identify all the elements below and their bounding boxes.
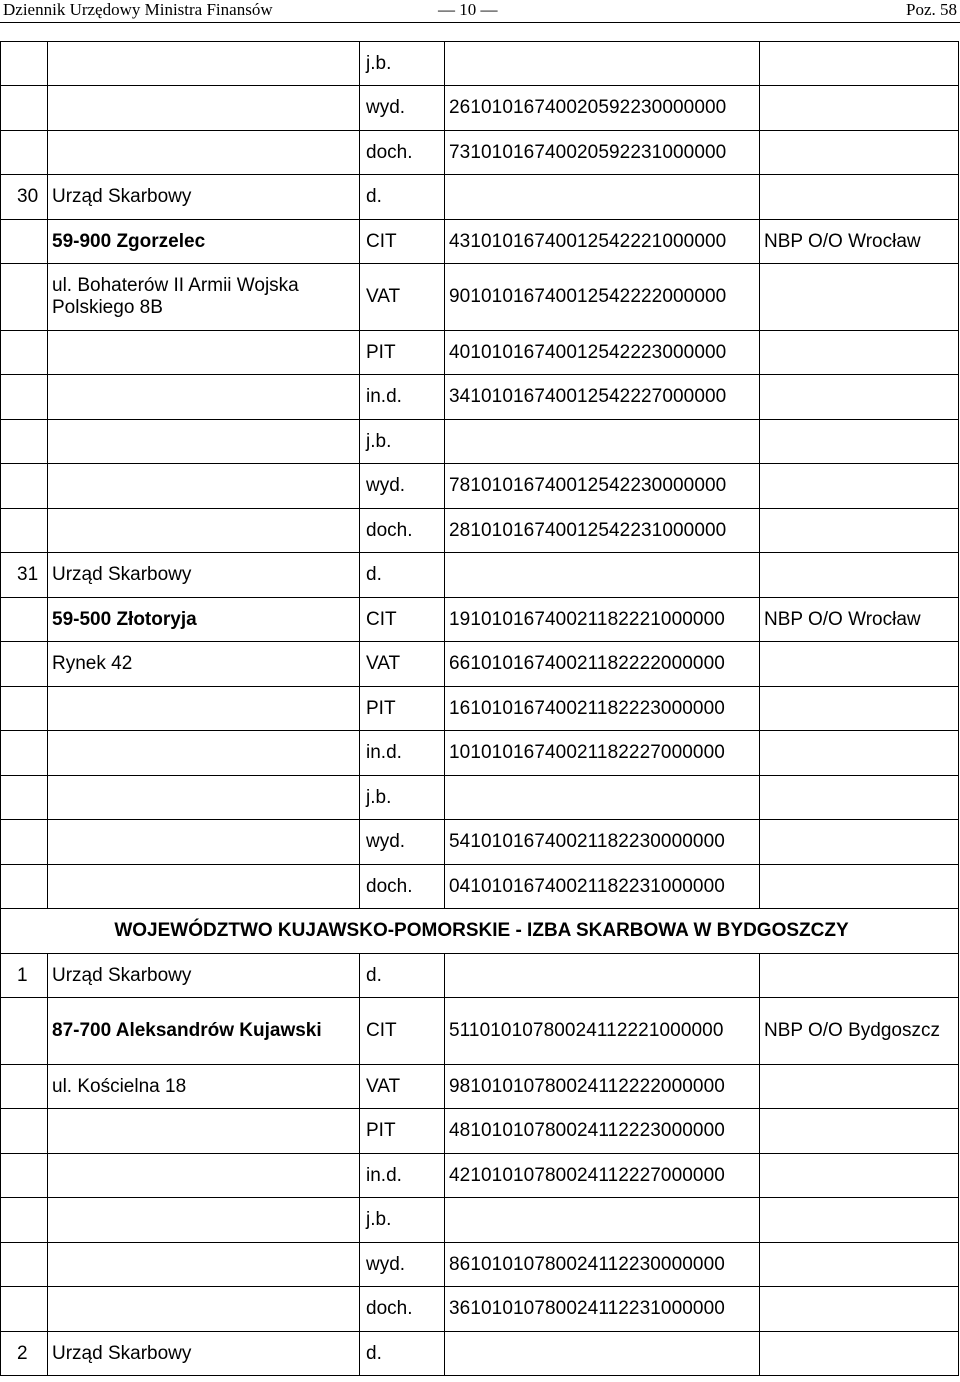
office-name-address: Urząd Skarbowy xyxy=(48,954,360,998)
office-number: 2 xyxy=(1,1332,48,1376)
office-name-address xyxy=(48,42,360,86)
office-name-address xyxy=(48,1154,360,1198)
office-name-address xyxy=(48,464,360,509)
office-number xyxy=(1,220,48,264)
account-number xyxy=(445,175,760,220)
bank-name xyxy=(760,509,959,553)
office-number xyxy=(1,420,48,464)
office-name-address xyxy=(48,731,360,776)
bank-name xyxy=(760,375,959,420)
account-number: 48101010780024112223000000 xyxy=(445,1109,760,1154)
table-row xyxy=(1,865,959,909)
table-row xyxy=(1,1065,959,1109)
office-number xyxy=(1,642,48,687)
account-number xyxy=(445,1198,760,1243)
account-type: PIT xyxy=(360,1109,445,1154)
office-name-address xyxy=(48,1243,360,1287)
table-row xyxy=(1,42,959,86)
bank-name: NBP O/O Bydgoszcz xyxy=(760,998,959,1065)
account-type: CIT xyxy=(360,598,445,642)
account-number: 51101010780024112221000000 xyxy=(445,998,760,1065)
account-type: in.d. xyxy=(360,1154,445,1198)
office-number xyxy=(1,509,48,553)
office-name-address xyxy=(48,776,360,820)
table-row xyxy=(1,820,959,865)
table-row xyxy=(1,1109,959,1154)
account-type: doch. xyxy=(360,1287,445,1332)
office-name-address xyxy=(48,865,360,909)
office-name-address xyxy=(48,820,360,865)
bank-name xyxy=(760,264,959,331)
office-name-address: 87-700 Aleksandrów Kujawski xyxy=(48,998,360,1065)
table-row xyxy=(1,1243,959,1287)
account-type: in.d. xyxy=(360,731,445,776)
bank-name xyxy=(760,642,959,687)
account-type: wyd. xyxy=(360,820,445,865)
bank-name xyxy=(760,553,959,598)
office-name-address xyxy=(48,420,360,464)
bank-name xyxy=(760,331,959,375)
office-number xyxy=(1,331,48,375)
account-type: PIT xyxy=(360,331,445,375)
account-number xyxy=(445,553,760,598)
table-row xyxy=(1,464,959,509)
account-number: 73101016740020592231000000 xyxy=(445,131,760,175)
bank-name xyxy=(760,776,959,820)
journal-title: Dziennik Urzędowy Ministra Finansów xyxy=(3,0,273,19)
page-header xyxy=(0,0,960,22)
account-type: wyd. xyxy=(360,1243,445,1287)
office-name-address: ul. Bohaterów II Armii Wojska Polskiego 8B xyxy=(48,264,360,331)
office-number xyxy=(1,998,48,1065)
section-heading-row xyxy=(1,909,959,954)
office-number xyxy=(1,131,48,175)
bank-name xyxy=(760,731,959,776)
office-number xyxy=(1,1109,48,1154)
account-type: VAT xyxy=(360,264,445,331)
bank-name xyxy=(760,1332,959,1376)
office-number xyxy=(1,1198,48,1243)
office-number: 30 xyxy=(1,175,48,220)
account-number: 78101016740012542230000000 xyxy=(445,464,760,509)
account-type: j.b. xyxy=(360,420,445,464)
table-row xyxy=(1,331,959,375)
account-type: d. xyxy=(360,553,445,598)
office-name-address xyxy=(48,509,360,553)
account-type: doch. xyxy=(360,131,445,175)
bank-name xyxy=(760,1198,959,1243)
account-type: VAT xyxy=(360,1065,445,1109)
table-row xyxy=(1,420,959,464)
table-row xyxy=(1,1154,959,1198)
account-number: 19101016740021182221000000 xyxy=(445,598,760,642)
table-row xyxy=(1,1287,959,1332)
office-name-address xyxy=(48,687,360,731)
account-type: d. xyxy=(360,175,445,220)
account-type: wyd. xyxy=(360,86,445,131)
account-number: 10101016740021182227000000 xyxy=(445,731,760,776)
table-row xyxy=(1,553,959,598)
office-number xyxy=(1,820,48,865)
office-number xyxy=(1,86,48,131)
account-type: j.b. xyxy=(360,1198,445,1243)
account-type: CIT xyxy=(360,220,445,264)
bank-name xyxy=(760,820,959,865)
account-type: PIT xyxy=(360,687,445,731)
bank-name xyxy=(760,1287,959,1332)
table-row xyxy=(1,264,959,331)
office-name-address xyxy=(48,131,360,175)
bank-name xyxy=(760,954,959,998)
office-number xyxy=(1,1287,48,1332)
office-number xyxy=(1,42,48,86)
account-number xyxy=(445,776,760,820)
account-type: j.b. xyxy=(360,776,445,820)
office-name-address xyxy=(48,331,360,375)
office-number xyxy=(1,687,48,731)
header-divider xyxy=(0,22,960,23)
page-number: — 10 — xyxy=(438,0,498,19)
office-number xyxy=(1,1243,48,1287)
office-number xyxy=(1,464,48,509)
account-number: 54101016740021182230000000 xyxy=(445,820,760,865)
bank-name xyxy=(760,865,959,909)
account-number xyxy=(445,420,760,464)
bank-name xyxy=(760,1243,959,1287)
table-row xyxy=(1,375,959,420)
office-name-address: 59-500 Złotoryja xyxy=(48,598,360,642)
table-row xyxy=(1,598,959,642)
office-number xyxy=(1,731,48,776)
account-number: 98101010780024112222000000 xyxy=(445,1065,760,1109)
account-number xyxy=(445,42,760,86)
table-row xyxy=(1,175,959,220)
office-number xyxy=(1,375,48,420)
account-number: 86101010780024112230000000 xyxy=(445,1243,760,1287)
account-type: wyd. xyxy=(360,464,445,509)
table-row xyxy=(1,687,959,731)
account-type: d. xyxy=(360,954,445,998)
table-row xyxy=(1,86,959,131)
table-row xyxy=(1,998,959,1065)
section-title: WOJEWÓDZTWO KUJAWSKO-POMORSKIE - IZBA SKARBOWA W BYDGOSZCZY xyxy=(1,909,959,954)
office-number xyxy=(1,776,48,820)
office-number: 1 xyxy=(1,954,48,998)
office-name-address xyxy=(48,1198,360,1243)
office-name-address: Urząd Skarbowy xyxy=(48,553,360,598)
table-row xyxy=(1,1198,959,1243)
office-number xyxy=(1,264,48,331)
account-type: CIT xyxy=(360,998,445,1065)
bank-name xyxy=(760,1065,959,1109)
account-type: in.d. xyxy=(360,375,445,420)
bank-name xyxy=(760,464,959,509)
tax-office-accounts-table xyxy=(0,41,959,1376)
account-number: 66101016740021182222000000 xyxy=(445,642,760,687)
bank-name xyxy=(760,1154,959,1198)
table-row xyxy=(1,131,959,175)
account-number: 43101016740012542221000000 xyxy=(445,220,760,264)
bank-name xyxy=(760,131,959,175)
office-number xyxy=(1,1065,48,1109)
table-row xyxy=(1,776,959,820)
bank-name xyxy=(760,42,959,86)
account-number: 34101016740012542227000000 xyxy=(445,375,760,420)
table-body xyxy=(1,42,959,1376)
office-number: 31 xyxy=(1,553,48,598)
bank-name xyxy=(760,86,959,131)
table-row xyxy=(1,642,959,687)
office-name-address xyxy=(48,375,360,420)
bank-name: NBP O/O Wrocław xyxy=(760,598,959,642)
table-row xyxy=(1,1332,959,1376)
account-number xyxy=(445,954,760,998)
office-name-address: Rynek 42 xyxy=(48,642,360,687)
bank-name xyxy=(760,420,959,464)
account-number: 90101016740012542222000000 xyxy=(445,264,760,331)
office-number xyxy=(1,1154,48,1198)
bank-name xyxy=(760,687,959,731)
bank-name xyxy=(760,1109,959,1154)
account-type: j.b. xyxy=(360,42,445,86)
account-number: 26101016740020592230000000 xyxy=(445,86,760,131)
table-row xyxy=(1,731,959,776)
office-name-address: ul. Kościelna 18 xyxy=(48,1065,360,1109)
account-type: d. xyxy=(360,1332,445,1376)
bank-name: NBP O/O Wrocław xyxy=(760,220,959,264)
account-type: VAT xyxy=(360,642,445,687)
bank-name xyxy=(760,175,959,220)
office-name-address: 59-900 Zgorzelec xyxy=(48,220,360,264)
office-number xyxy=(1,865,48,909)
account-number xyxy=(445,1332,760,1376)
position-number: Poz. 58 xyxy=(906,0,957,19)
office-name-address xyxy=(48,1287,360,1332)
account-number: 16101016740021182223000000 xyxy=(445,687,760,731)
office-name-address: Urząd Skarbowy xyxy=(48,1332,360,1376)
account-number: 28101016740012542231000000 xyxy=(445,509,760,553)
office-name-address xyxy=(48,1109,360,1154)
table-row xyxy=(1,509,959,553)
table-row xyxy=(1,954,959,998)
account-number: 40101016740012542223000000 xyxy=(445,331,760,375)
office-name-address: Urząd Skarbowy xyxy=(48,175,360,220)
account-number: 36101010780024112231000000 xyxy=(445,1287,760,1332)
account-number: 04101016740021182231000000 xyxy=(445,865,760,909)
table-row xyxy=(1,220,959,264)
office-number xyxy=(1,598,48,642)
office-name-address xyxy=(48,86,360,131)
account-number: 42101010780024112227000000 xyxy=(445,1154,760,1198)
account-type: doch. xyxy=(360,509,445,553)
account-type: doch. xyxy=(360,865,445,909)
